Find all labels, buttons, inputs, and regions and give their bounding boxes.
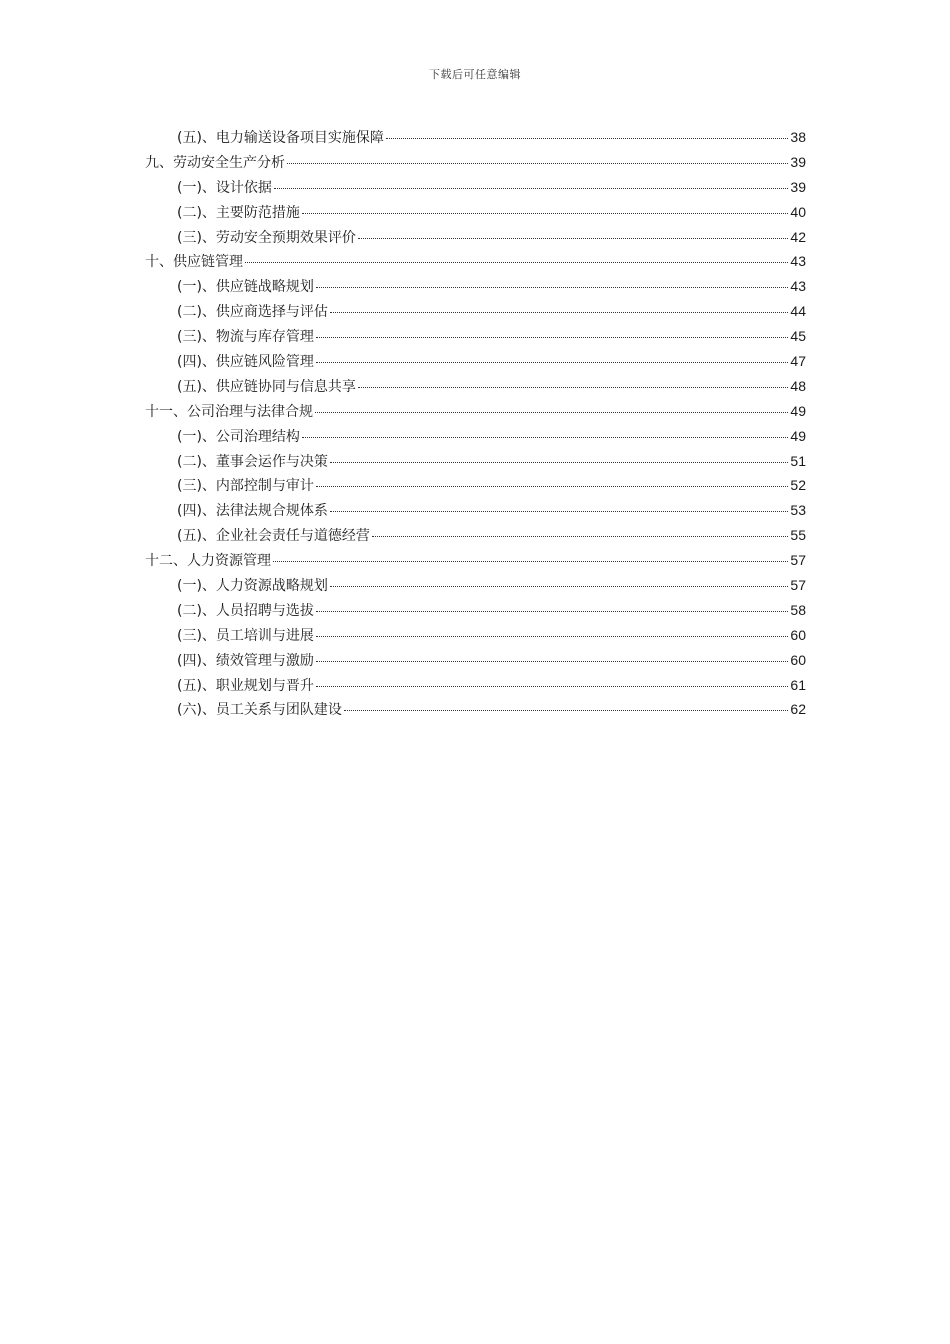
toc-entry-title: (三)、物流与库存管理 [177,329,314,346]
toc-dot-leader [316,636,788,637]
toc-entry-title: (五)、电力输送设备项目实施保障 [177,130,384,146]
toc-dot-leader [316,686,788,687]
toc-entry-page-number: 55 [790,527,806,544]
toc-entry-page-number: 51 [790,452,806,469]
toc-dot-leader [302,213,788,214]
toc-entry-page-number: 52 [790,477,806,494]
toc-entry-page-number: 61 [790,676,806,693]
toc-entry-page-number: 49 [790,402,806,419]
toc-entry-title: 十、供应链管理 [145,254,243,271]
toc-section-entry[interactable] [145,598,806,623]
toc-dot-leader [316,486,788,487]
toc-entry-page-number: 43 [790,278,806,295]
toc-section-entry[interactable] [145,225,806,250]
toc-entry-page-number: 39 [790,153,806,170]
toc-dot-leader [372,536,788,537]
toc-section-entry[interactable] [145,573,806,598]
toc-entry-title: (二)、董事会运作与决策 [177,453,328,470]
toc-entry-title: (四)、供应链风险管理 [177,354,314,371]
toc-section-entry[interactable] [145,648,806,673]
toc-entry-page-number: 48 [790,377,806,394]
toc-entry-page-number: 43 [790,253,806,270]
toc-entry-page-number: 44 [790,303,806,320]
toc-entry-title: (五)、供应链协同与信息共享 [177,378,356,395]
toc-dot-leader [344,710,788,711]
toc-chapter-entry[interactable] [145,249,806,274]
toc-section-entry[interactable] [145,523,806,548]
toc-section-entry[interactable] [145,449,806,474]
toc-dot-leader [245,262,788,263]
toc-entry-title: (一)、人力资源战略规划 [177,578,328,595]
toc-section-entry[interactable] [145,673,806,698]
toc-entry-title: (三)、劳动安全预期效果评价 [177,229,356,246]
toc-entry-title: 十一、公司治理与法律合规 [145,403,313,420]
toc-section-entry[interactable] [145,175,806,200]
toc-entry-page-number: 40 [790,203,806,220]
toc-entry-title: 九、劳动安全生产分析 [145,154,285,171]
toc-entry-title: (二)、供应商选择与评估 [177,304,328,321]
toc-dot-leader [316,337,788,338]
toc-entry-page-number: 58 [790,601,806,618]
toc-dot-leader [273,561,788,562]
toc-entry-title: (二)、人员招聘与选拔 [177,602,314,619]
toc-entry-page-number: 60 [790,626,806,643]
toc-dot-leader [330,462,788,463]
toc-entry-title: (三)、员工培训与进展 [177,627,314,644]
toc-entry-title: (四)、法律法规合规体系 [177,503,328,520]
toc-dot-leader [330,312,788,313]
toc-section-entry[interactable] [145,125,806,150]
toc-section-entry[interactable] [145,623,806,648]
table-of-contents [145,125,806,722]
toc-dot-leader [287,163,788,164]
toc-entry-title: 十二、人力资源管理 [145,553,271,570]
toc-section-entry[interactable] [145,498,806,523]
toc-entry-page-number: 57 [790,577,806,594]
toc-section-entry[interactable] [145,324,806,349]
toc-entry-page-number: 62 [790,701,806,718]
toc-entry-title: (五)、职业规划与晋升 [177,677,314,694]
toc-dot-leader [316,362,788,363]
toc-chapter-entry[interactable] [145,399,806,424]
toc-entry-title: (三)、内部控制与审计 [177,478,314,495]
toc-section-entry[interactable] [145,274,806,299]
toc-dot-leader [358,387,788,388]
toc-section-entry[interactable] [145,424,806,449]
toc-entry-page-number: 47 [790,353,806,370]
toc-dot-leader [358,238,788,239]
toc-entry-title: (六)、员工关系与团队建设 [177,702,342,719]
toc-dot-leader [316,611,788,612]
toc-entry-title: (一)、设计依据 [177,179,272,196]
toc-chapter-entry[interactable] [145,150,806,175]
toc-dot-leader [316,287,788,288]
toc-dot-leader [315,412,788,413]
toc-dot-leader [330,511,788,512]
toc-dot-leader [316,661,788,662]
toc-dot-leader [330,586,788,587]
toc-entry-page-number: 57 [790,552,806,569]
toc-dot-leader [386,138,788,139]
page-header: 下载后可任意编辑 [429,68,521,81]
toc-entry-page-number: 38 [790,129,806,145]
toc-section-entry[interactable] [145,473,806,498]
toc-entry-page-number: 53 [790,502,806,519]
toc-section-entry[interactable] [145,374,806,399]
toc-entry-page-number: 42 [790,228,806,245]
toc-entry-page-number: 39 [790,178,806,195]
toc-section-entry[interactable] [145,299,806,324]
toc-entry-title: (一)、公司治理结构 [177,428,300,445]
toc-entry-title: (一)、供应链战略规划 [177,279,314,296]
toc-chapter-entry[interactable] [145,548,806,573]
toc-entry-title: (五)、企业社会责任与道德经营 [177,528,370,545]
toc-dot-leader [274,188,788,189]
toc-entry-page-number: 45 [790,328,806,345]
toc-dot-leader [302,437,788,438]
toc-entry-title: (二)、主要防范措施 [177,204,300,221]
toc-entry-title: (四)、绩效管理与激励 [177,652,314,669]
toc-section-entry[interactable] [145,200,806,225]
toc-section-entry[interactable] [145,697,806,722]
toc-section-entry[interactable] [145,349,806,374]
toc-entry-page-number: 49 [790,427,806,444]
toc-entry-page-number: 60 [790,651,806,668]
